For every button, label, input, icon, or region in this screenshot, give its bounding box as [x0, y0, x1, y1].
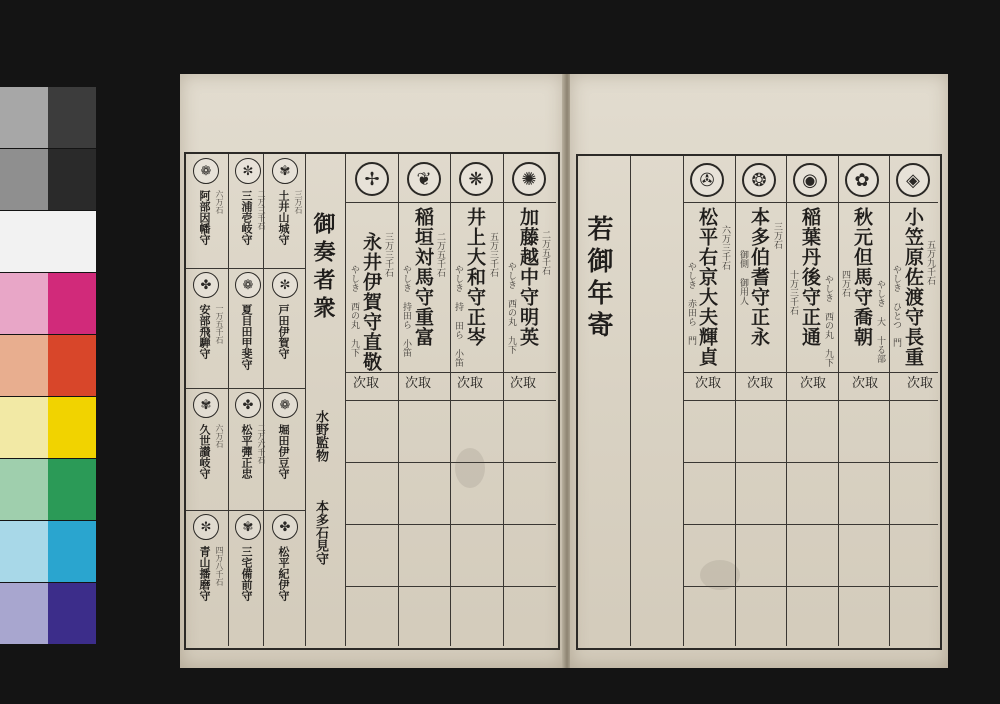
crest-icon: ✼ [272, 272, 298, 298]
calibration-swatch [0, 87, 48, 148]
rank-label: 次取 [907, 376, 934, 391]
crest-icon: ✿ [845, 163, 879, 197]
paper-stain [455, 448, 485, 488]
calibration-swatch [0, 397, 48, 458]
stipend: 五万三千石 [488, 232, 498, 277]
calibration-swatch [48, 273, 96, 334]
row-rule [186, 388, 306, 389]
calibration-swatch [0, 335, 48, 396]
calibration-swatch [48, 149, 96, 210]
residence-note: やしき 西の丸 九下 [349, 265, 359, 357]
row-rule [684, 202, 938, 203]
stipend: 十万三千石 [788, 270, 798, 315]
side-official-name: 安部飛騨守 [198, 304, 211, 359]
calibration-swatch [48, 459, 96, 520]
row-rule [684, 400, 938, 401]
row-rule [684, 372, 938, 373]
row-rule [346, 462, 556, 463]
side-official-name: 夏目田甲斐守 [240, 304, 253, 370]
side-stipend: 一万五千石 [215, 304, 224, 344]
page-title: 若御年寄 [583, 215, 613, 343]
calibration-swatch [48, 397, 96, 458]
stipend: 二万五千石 [540, 230, 550, 275]
stipend: 二万五千石 [435, 232, 445, 277]
official-name: 加藤越中守明英 [517, 207, 539, 347]
stipend: 三万石 [772, 222, 782, 249]
crest-icon: ◉ [793, 163, 827, 197]
section-title: 御奏者衆 [310, 212, 336, 324]
column-rule [838, 156, 839, 646]
rank-label: 次取 [405, 376, 432, 391]
side-stipend: 二万六千石 [257, 424, 266, 464]
title-column-rule [683, 156, 684, 646]
stipend: 六万三千石 [720, 225, 730, 270]
crest-icon: ✾ [235, 514, 261, 540]
calibration-swatch [0, 273, 48, 334]
row-rule [346, 586, 556, 587]
calibration-swatch [48, 335, 96, 396]
calibration-swatch [0, 583, 48, 644]
row-rule [186, 510, 306, 511]
official-name: 永井伊賀守直敬 [360, 232, 382, 372]
side-official-name: 久世讃岐守 [198, 424, 211, 479]
crest-icon: ❁ [193, 158, 219, 184]
residence-note: やしき 持田ら 小笛 [401, 265, 411, 357]
side-stipend: 二万三千石 [257, 190, 266, 230]
crest-icon: ❦ [407, 162, 441, 196]
calibration-swatch [48, 87, 96, 148]
row-rule [346, 400, 556, 401]
stipend: 四万石 [840, 270, 850, 297]
side-official-name: 堀田伊豆守 [277, 424, 290, 479]
crest-icon: ✢ [355, 162, 389, 196]
crest-icon: ◈ [896, 163, 930, 197]
official-name: 稲葉丹後守正通 [799, 207, 821, 347]
calibration-swatch [48, 521, 96, 582]
color-calibration-strip [0, 87, 96, 647]
crest-icon: ❋ [459, 162, 493, 196]
side-stipend: 四万八千石 [215, 546, 224, 586]
official-name: 井上大和守正岑 [464, 207, 486, 347]
crest-icon: ✤ [272, 514, 298, 540]
row-rule [346, 372, 556, 373]
side-official-name: 三浦壱岐守 [240, 190, 253, 245]
crest-icon: ✾ [272, 158, 298, 184]
crest-icon: ✾ [193, 392, 219, 418]
crest-icon: ✇ [690, 163, 724, 197]
side-official-name: 阿部因幡守 [198, 190, 211, 245]
side-official-name: 戸田伊賀守 [277, 304, 290, 359]
paper-stain [700, 560, 740, 590]
row-rule [186, 268, 306, 269]
crest-icon: ❁ [235, 272, 261, 298]
column-rule [228, 154, 229, 646]
calibration-swatch [48, 583, 96, 644]
calibration-swatch [0, 211, 48, 272]
side-official-name: 土井山城守 [277, 190, 290, 245]
rank-label: 次取 [510, 376, 537, 391]
rank-label: 次取 [353, 376, 380, 391]
crest-icon: ✺ [512, 162, 546, 196]
residence-note: やしき 西の丸 九下 [506, 262, 516, 354]
column-rule [889, 156, 890, 646]
residence-note: やしき 持 田ら 小笛 [453, 265, 463, 367]
side-official-name: 青山播磨守 [198, 546, 211, 601]
side-official-name: 三宅備前守 [240, 546, 253, 601]
side-official-name: 松平彈正忠 [240, 424, 253, 479]
row-rule [684, 524, 938, 525]
calibration-swatch [0, 521, 48, 582]
side-official-name: 水野監物 [313, 410, 328, 462]
residence-note: やしき 西の丸 九下 [823, 275, 833, 367]
residence-note: やしき 大 十る部 [875, 280, 885, 363]
side-official-name: 本多石見守 [313, 500, 328, 565]
rank-label: 次取 [747, 376, 774, 391]
side-stipend: 六万石 [215, 190, 224, 214]
side-official-name: 松平紀伊守 [277, 546, 290, 601]
residence-note: やしき 赤田ら 門 [686, 262, 696, 345]
crest-icon: ❁ [272, 392, 298, 418]
calibration-swatch [0, 149, 48, 210]
column-rule [305, 154, 306, 646]
title-column-rule [630, 156, 631, 646]
crest-icon: ✼ [193, 514, 219, 540]
residence-note: やしき ひとつ 門 [891, 265, 901, 347]
side-stipend: 六万石 [215, 424, 224, 448]
stipend: 三万三千石 [383, 232, 393, 277]
official-name: 本多伯耆守正永 [748, 207, 770, 347]
crest-icon: ❂ [742, 163, 776, 197]
row-rule [684, 462, 938, 463]
office-note: 御側 御用人 [738, 250, 748, 305]
column-rule [786, 156, 787, 646]
official-name: 秋元但馬守喬朝 [851, 207, 873, 347]
calibration-swatch [48, 211, 96, 272]
crest-icon: ✤ [235, 392, 261, 418]
rank-label: 次取 [457, 376, 484, 391]
rank-label: 次取 [695, 376, 722, 391]
crest-icon: ✤ [193, 272, 219, 298]
official-name: 小笠原佐渡守長重 [902, 207, 924, 367]
official-name: 稲垣対馬守重富 [412, 207, 434, 347]
stipend: 五万九千石 [925, 240, 935, 285]
rank-label: 次取 [800, 376, 827, 391]
rank-label: 次取 [852, 376, 879, 391]
official-name: 松平右京大夫輝貞 [696, 207, 718, 367]
calibration-swatch [0, 459, 48, 520]
row-rule [346, 202, 556, 203]
side-stipend: 三万石 [294, 190, 303, 214]
crest-icon: ✼ [235, 158, 261, 184]
row-rule [346, 524, 556, 525]
